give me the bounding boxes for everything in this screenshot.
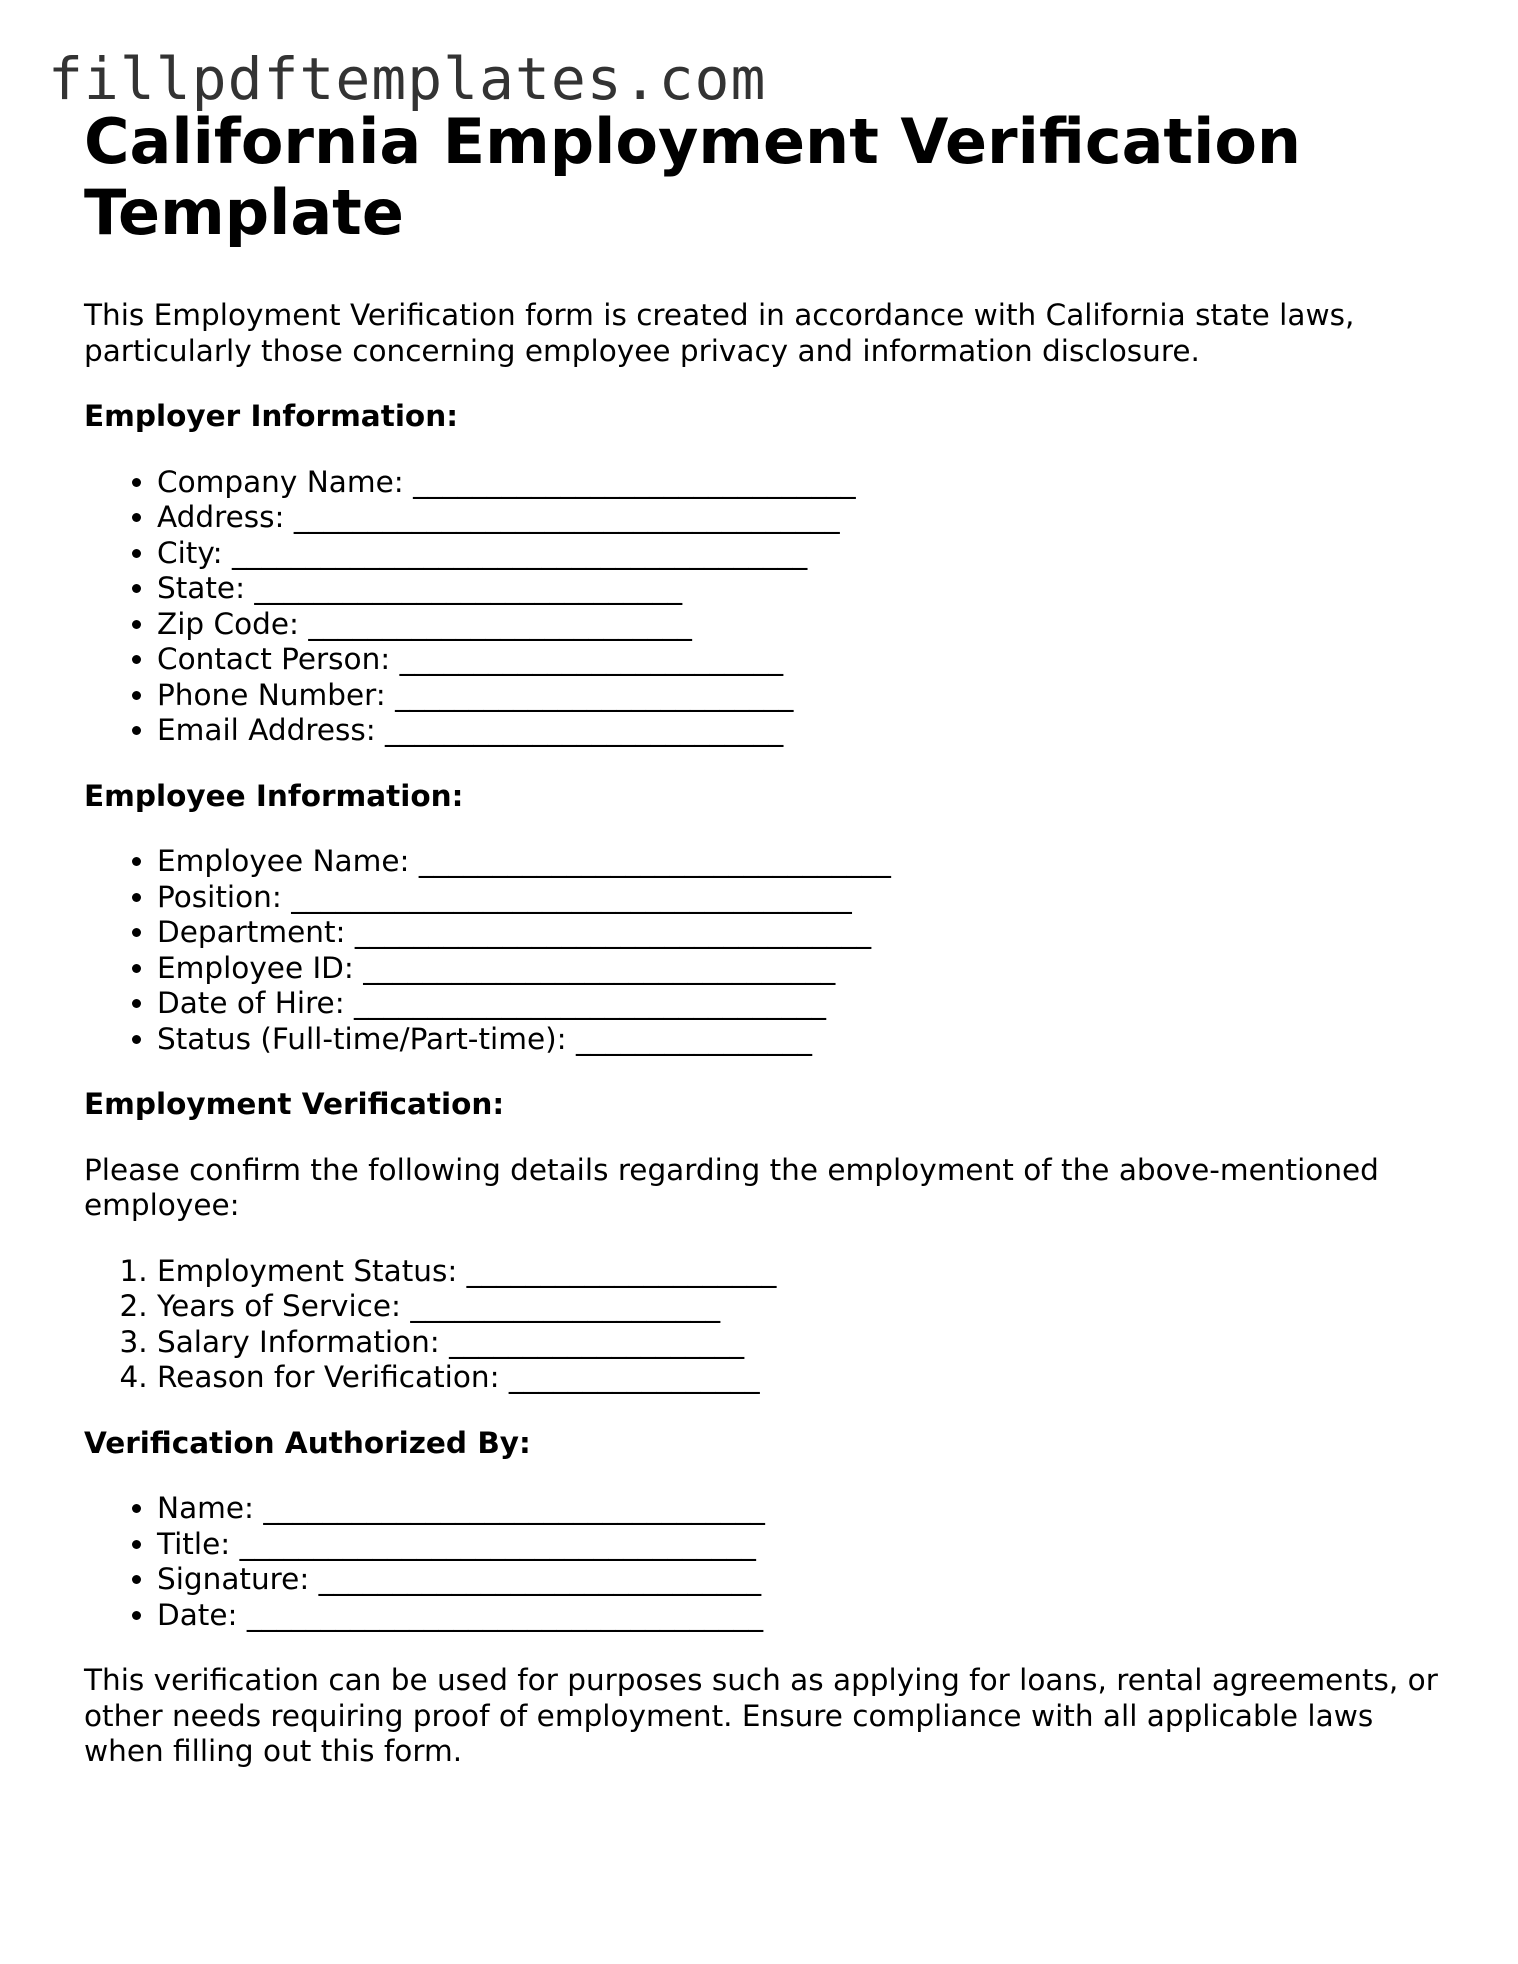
document-page bbox=[84, 106, 1444, 1770]
field-department bbox=[157, 915, 1444, 951]
employer-heading: Employer Information: bbox=[84, 399, 458, 433]
field-label: Date: bbox=[157, 1597, 238, 1632]
field-blank[interactable]: _____________________________ bbox=[254, 571, 683, 605]
employer-field-list bbox=[84, 465, 1444, 749]
verification-heading: Employment Verification: bbox=[84, 1087, 505, 1121]
field-blank[interactable]: ____________________ bbox=[449, 1324, 745, 1359]
field-label: Name: bbox=[157, 1491, 254, 1525]
authorized-field-list bbox=[84, 1491, 1444, 1633]
field-state bbox=[157, 571, 1444, 607]
field-blank[interactable]: ________________________________ bbox=[354, 986, 827, 1020]
field-label: Employment Status: bbox=[157, 1253, 458, 1288]
field-blank[interactable]: ________________________________ bbox=[363, 950, 836, 985]
field-label: Address: bbox=[157, 500, 285, 534]
field-blank[interactable]: ___________________________ bbox=[385, 713, 784, 747]
field-blank[interactable]: __________________________________ bbox=[263, 1491, 765, 1525]
field-city bbox=[157, 536, 1444, 572]
field-blank[interactable]: ______________________________ bbox=[413, 464, 856, 499]
field-blank[interactable]: _______________________________________ bbox=[232, 535, 808, 570]
authorized-heading: Verification Authorized By: bbox=[84, 1425, 531, 1460]
field-blank[interactable]: ___________________________________ bbox=[246, 1597, 764, 1632]
field-authorizer-title bbox=[157, 1527, 1444, 1563]
field-blank[interactable]: ___________________________________ bbox=[354, 915, 872, 949]
item-employment-status bbox=[157, 1254, 1444, 1290]
field-blank[interactable]: __________________________ bbox=[399, 642, 784, 676]
field-date-of-hire bbox=[157, 986, 1444, 1022]
field-label: Contact Person: bbox=[157, 642, 391, 676]
field-label: State: bbox=[157, 571, 246, 605]
field-blank[interactable]: ________________________________ bbox=[418, 844, 891, 878]
field-contact-person bbox=[157, 642, 1444, 678]
watermark: fillpdftemplates.com bbox=[48, 45, 767, 113]
field-label: Position: bbox=[157, 879, 282, 914]
field-label: Status (Full-time/Part-time): bbox=[157, 1021, 567, 1056]
field-label: Department: bbox=[157, 915, 346, 949]
intro-paragraph: This Employment Verification form is created in accordance with California state laws, particularly those concerning employee privacy and information disclosure. bbox=[84, 298, 1355, 368]
field-phone-number bbox=[157, 678, 1444, 714]
field-label: Zip Code: bbox=[157, 606, 299, 641]
field-label: Phone Number: bbox=[157, 677, 386, 712]
verification-item-list bbox=[84, 1254, 1444, 1396]
field-date bbox=[157, 1598, 1444, 1634]
field-label: Years of Service: bbox=[157, 1289, 401, 1323]
employee-heading: Employee Information: bbox=[84, 778, 464, 813]
field-label: Employee Name: bbox=[157, 844, 410, 878]
field-blank[interactable]: _____________________________________ bbox=[293, 500, 840, 534]
field-blank[interactable]: ________________ bbox=[575, 1021, 812, 1056]
closing-paragraph: This verification can be used for purposes such as applying for loans, rental agreements, or other needs requiring proof of employment. Ensure compliance with all applicable laws when filling out this form. bbox=[84, 1663, 1438, 1768]
field-label: Salary Information: bbox=[157, 1324, 440, 1359]
field-blank[interactable]: _____________________ bbox=[466, 1253, 777, 1288]
field-label: Date of Hire: bbox=[157, 986, 345, 1020]
item-reason-for-verification bbox=[157, 1360, 1444, 1396]
field-employee-id bbox=[157, 951, 1444, 987]
field-position bbox=[157, 880, 1444, 916]
field-address bbox=[157, 500, 1444, 536]
item-years-of-service bbox=[157, 1289, 1444, 1325]
field-company-name bbox=[157, 465, 1444, 501]
field-email-address bbox=[157, 713, 1444, 749]
field-blank[interactable]: _________________ bbox=[508, 1360, 760, 1394]
field-label: Company Name: bbox=[157, 464, 404, 499]
field-blank[interactable]: _____________________ bbox=[410, 1289, 721, 1323]
field-label: City: bbox=[157, 535, 223, 570]
field-status bbox=[157, 1022, 1444, 1058]
verification-intro: Please confirm the following details regarding the employment of the above-mentioned employee: bbox=[84, 1152, 1379, 1222]
employee-field-list bbox=[84, 844, 1444, 1057]
field-employee-name bbox=[157, 844, 1444, 880]
field-label: Employee ID: bbox=[157, 950, 354, 985]
field-signature bbox=[157, 1562, 1444, 1598]
field-blank[interactable]: ___________________________________ bbox=[239, 1526, 756, 1561]
field-label: Title: bbox=[157, 1526, 231, 1561]
field-authorizer-name bbox=[157, 1491, 1444, 1527]
item-salary-information bbox=[157, 1325, 1444, 1361]
field-label: Signature: bbox=[157, 1562, 310, 1596]
field-label: Email Address: bbox=[157, 713, 376, 747]
page-title: California Employment Verification Template bbox=[84, 105, 1302, 249]
field-label: Reason for Verification: bbox=[157, 1360, 500, 1394]
field-blank[interactable]: ______________________________ bbox=[318, 1562, 762, 1596]
field-zip-code bbox=[157, 607, 1444, 643]
field-blank[interactable]: ___________________________ bbox=[395, 677, 794, 712]
field-blank[interactable]: __________________________ bbox=[308, 606, 692, 641]
field-blank[interactable]: ______________________________________ bbox=[291, 879, 852, 914]
